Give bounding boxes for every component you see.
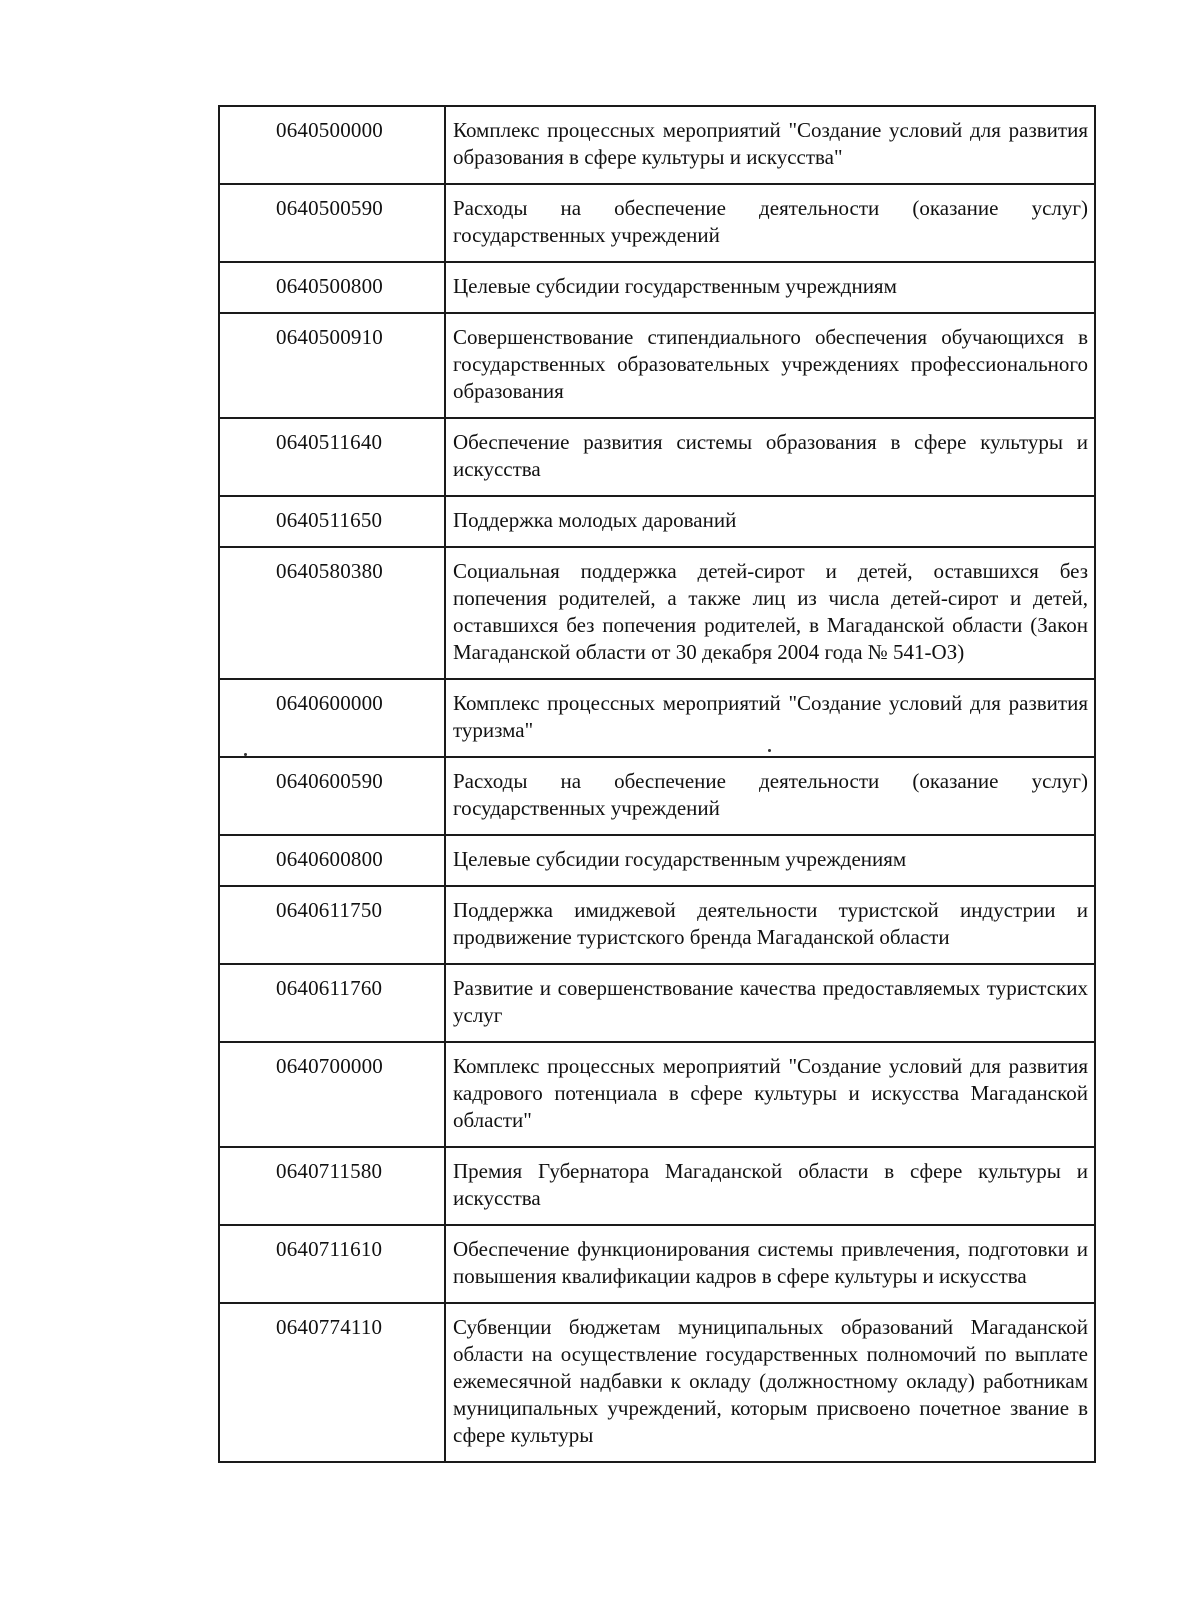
table-row xyxy=(219,547,1095,679)
table-row xyxy=(219,835,1095,886)
row-code: 0640711580 xyxy=(219,1147,445,1225)
table-body xyxy=(219,106,1095,1462)
table-row xyxy=(219,964,1095,1042)
row-code: 0640711610 xyxy=(219,1225,445,1303)
row-code: 0640611760 xyxy=(219,964,445,1042)
row-description: Совершенствование стипендиального обеспечения обучающихся в государственных образовательных учреждениях профессионального образования xyxy=(445,313,1095,418)
row-description: Развитие и совершенствование качества предоставляемых туристских услуг xyxy=(445,964,1095,1042)
table-row xyxy=(219,679,1095,757)
row-code: 0640500800 xyxy=(219,262,445,313)
row-description: Расходы на обеспечение деятельности (оказание услуг) государственных учреждений xyxy=(445,184,1095,262)
row-description: Целевые субсидии государственным учреждениям xyxy=(445,835,1095,886)
table-row xyxy=(219,418,1095,496)
row-description: Субвенции бюджетам муниципальных образований Магаданской области на осуществление государственных полномочий по выплате ежемесячной надбавки к окладу (должностному окладу) работникам муниципальных учреждений, которым присвоено почетное звание в сфере культуры xyxy=(445,1303,1095,1462)
row-code: 0640500910 xyxy=(219,313,445,418)
row-description: Целевые субсидии государственным учреждниям xyxy=(445,262,1095,313)
table-row xyxy=(219,496,1095,547)
scan-speck xyxy=(244,753,247,756)
row-code: 0640611750 xyxy=(219,886,445,964)
table-row xyxy=(219,1225,1095,1303)
row-code: 0640600800 xyxy=(219,835,445,886)
row-code: 0640511650 xyxy=(219,496,445,547)
row-code: 0640700000 xyxy=(219,1042,445,1147)
table-row xyxy=(219,1147,1095,1225)
row-code: 0640600000 xyxy=(219,679,445,757)
row-description: Расходы на обеспечение деятельности (оказание услуг) государственных учреждений xyxy=(445,757,1095,835)
row-description: Комплекс процессных мероприятий "Создание условий для развития образования в сфере культуры и искусства" xyxy=(445,106,1095,184)
row-code: 0640500590 xyxy=(219,184,445,262)
row-description: Комплекс процессных мероприятий "Создание условий для развития кадрового потенциала в сфере культуры и искусства Магаданской области" xyxy=(445,1042,1095,1147)
table-row xyxy=(219,106,1095,184)
table-row xyxy=(219,262,1095,313)
table-row xyxy=(219,313,1095,418)
row-description: Премия Губернатора Магаданской области в сфере культуры и искусства xyxy=(445,1147,1095,1225)
scan-speck xyxy=(768,749,771,752)
row-description: Обеспечение развития системы образования в сфере культуры и искусства xyxy=(445,418,1095,496)
row-description: Поддержка молодых дарований xyxy=(445,496,1095,547)
table-row xyxy=(219,184,1095,262)
row-code: 0640600590 xyxy=(219,757,445,835)
row-code: 0640500000 xyxy=(219,106,445,184)
row-code: 0640580380 xyxy=(219,547,445,679)
table-row xyxy=(219,1042,1095,1147)
row-description: Обеспечение функционирования системы привлечения, подготовки и повышения квалификации кадров в сфере культуры и искусства xyxy=(445,1225,1095,1303)
row-description: Социальная поддержка детей-сирот и детей, оставшихся без попечения родителей, а также лиц из числа детей-сирот и детей, оставшихся без попечения родителей, в Магаданской области (Закон Магаданской области от 30 декабря 2004 года № 541-ОЗ) xyxy=(445,547,1095,679)
table-row xyxy=(219,1303,1095,1462)
table-row xyxy=(219,886,1095,964)
row-description: Поддержка имиджевой деятельности туристской индустрии и продвижение туристского бренда Магаданской области xyxy=(445,886,1095,964)
row-description: Комплекс процессных мероприятий "Создание условий для развития туризма" xyxy=(445,679,1095,757)
row-code: 0640774110 xyxy=(219,1303,445,1462)
table-row xyxy=(219,757,1095,835)
budget-classification-table xyxy=(218,105,1096,1463)
row-code: 0640511640 xyxy=(219,418,445,496)
